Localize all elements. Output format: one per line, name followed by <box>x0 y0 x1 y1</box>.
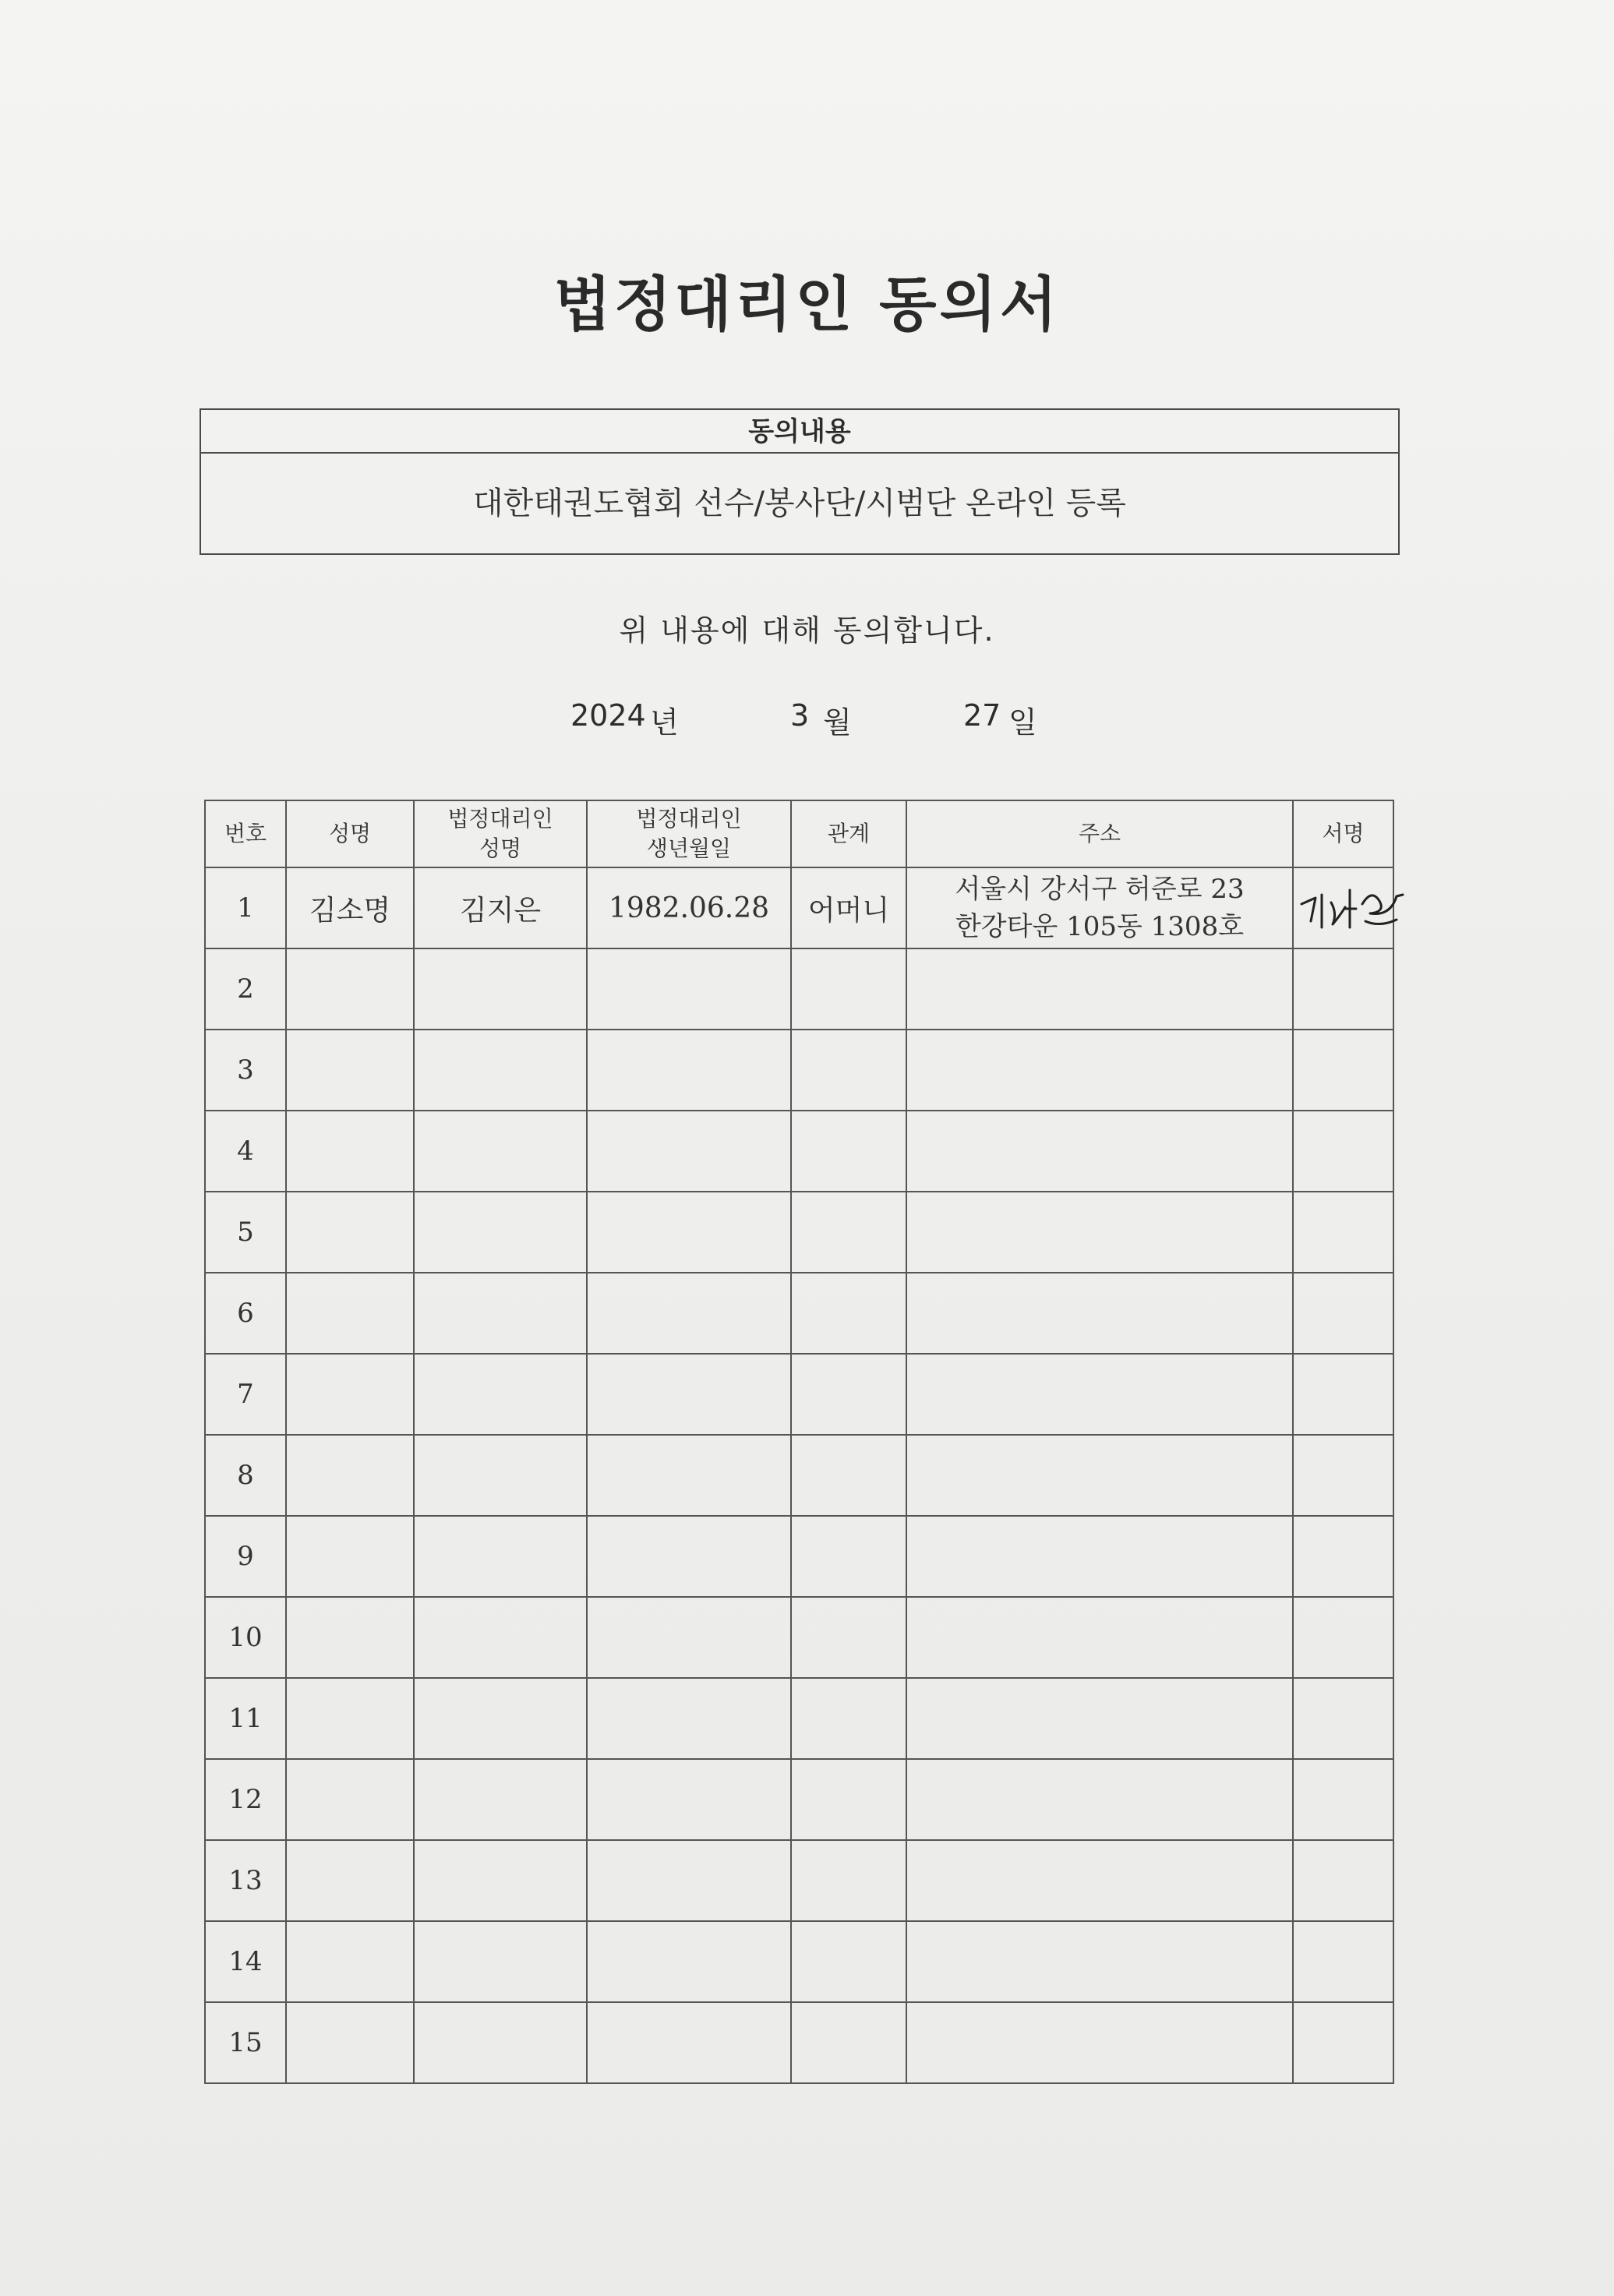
row-relation <box>791 1111 906 1192</box>
row-guardian-birth <box>587 1030 791 1111</box>
row-guardian-name <box>414 1840 587 1921</box>
table-row <box>205 2002 1393 2083</box>
row-relation <box>791 1354 906 1435</box>
row-relation <box>791 1192 906 1273</box>
row-name <box>286 1111 414 1192</box>
row-relation <box>791 1273 906 1354</box>
date-month-unit: 월 <box>823 705 852 740</box>
row-guardian-name <box>414 1516 587 1597</box>
row-address <box>906 1678 1293 1759</box>
table-row <box>205 1030 1393 1111</box>
row-number: 13 <box>205 1840 286 1921</box>
row-guardian-birth <box>587 1435 791 1516</box>
row-number: 6 <box>205 1273 286 1354</box>
row-address <box>906 948 1293 1030</box>
row-name <box>286 1759 414 1840</box>
row-signature <box>1293 1678 1393 1759</box>
date-month: 3 <box>790 698 810 733</box>
row-guardian-birth <box>587 1354 791 1435</box>
row-address <box>906 1354 1293 1435</box>
row-guardian-birth <box>587 1921 791 2002</box>
table-row <box>205 1921 1393 2002</box>
row-relation: 어머니 <box>791 867 906 948</box>
table-row <box>205 1111 1393 1192</box>
row-address <box>906 1435 1293 1516</box>
row-address-line2: 한강타운 105동 1308호 <box>955 911 1245 942</box>
row-guardian-birth <box>587 948 791 1030</box>
row-guardian-birth <box>587 1840 791 1921</box>
row-guardian-name <box>414 1435 587 1516</box>
row-guardian-birth <box>587 1273 791 1354</box>
row-signature <box>1293 1759 1393 1840</box>
header-address: 주소 <box>906 800 1293 867</box>
row-signature <box>1293 1354 1393 1435</box>
signature-table <box>204 800 1394 2084</box>
row-address <box>906 2002 1293 2083</box>
table-row <box>205 1759 1393 1840</box>
row-name <box>286 948 414 1030</box>
row-address <box>906 867 1293 948</box>
row-name <box>286 1597 414 1678</box>
row-name <box>286 2002 414 2083</box>
header-name: 성명 <box>286 800 414 867</box>
row-relation <box>791 1030 906 1111</box>
row-relation <box>791 1678 906 1759</box>
header-relation: 관계 <box>791 800 906 867</box>
row-number: 10 <box>205 1597 286 1678</box>
table-row <box>205 1840 1393 1921</box>
row-relation <box>791 1435 906 1516</box>
row-number: 11 <box>205 1678 286 1759</box>
row-address <box>906 1111 1293 1192</box>
row-name <box>286 1921 414 2002</box>
row-guardian-birth <box>587 1678 791 1759</box>
row-address <box>906 1192 1293 1273</box>
row-relation <box>791 948 906 1030</box>
row-address <box>906 1840 1293 1921</box>
row-guardian-birth <box>587 1192 791 1273</box>
header-guardian-name: 법정대리인 성명 <box>414 800 587 867</box>
row-guardian-birth <box>587 1759 791 1840</box>
table-row <box>205 1354 1393 1435</box>
table-row <box>205 1678 1393 1759</box>
row-guardian-name: 김지은 <box>414 867 587 948</box>
row-signature <box>1293 2002 1393 2083</box>
row-signature <box>1293 1273 1393 1354</box>
document-title: 법정대리인 동의서 <box>553 270 1061 339</box>
row-relation <box>791 1759 906 1840</box>
row-signature <box>1293 1192 1393 1273</box>
row-number: 15 <box>205 2002 286 2083</box>
row-address <box>906 1597 1293 1678</box>
row-number: 1 <box>205 867 286 948</box>
row-guardian-name <box>414 1030 587 1111</box>
date-year-unit: 년 <box>650 705 679 740</box>
row-guardian-name <box>414 1678 587 1759</box>
row-signature <box>1293 1435 1393 1516</box>
agreement-statement: 위 내용에 대해 동의합니다. <box>619 613 995 648</box>
date-day: 27 <box>963 698 1001 733</box>
row-guardian-name <box>414 1759 587 1840</box>
row-name <box>286 1840 414 1921</box>
row-relation <box>791 1516 906 1597</box>
row-guardian-birth: 1982.06.28 <box>587 867 791 948</box>
row-number: 2 <box>205 948 286 1030</box>
row-guardian-birth <box>587 1111 791 1192</box>
row-name: 김소명 <box>286 867 414 948</box>
row-guardian-name <box>414 1354 587 1435</box>
row-relation <box>791 1597 906 1678</box>
row-relation <box>791 1840 906 1921</box>
row-name <box>286 1030 414 1111</box>
row-address <box>906 1273 1293 1354</box>
row-guardian-name <box>414 2002 587 2083</box>
row-name <box>286 1516 414 1597</box>
row-relation <box>791 2002 906 2083</box>
row-guardian-birth <box>587 2002 791 2083</box>
header-guardian-birth: 법정대리인 생년월일 <box>587 800 791 867</box>
row-number: 4 <box>205 1111 286 1192</box>
row-guardian-birth <box>587 1597 791 1678</box>
row-signature <box>1293 1516 1393 1597</box>
table-row <box>205 1192 1393 1273</box>
row-number: 12 <box>205 1759 286 1840</box>
row-name <box>286 1678 414 1759</box>
row-signature <box>1293 1030 1393 1111</box>
row-guardian-name <box>414 1273 587 1354</box>
row-name <box>286 1354 414 1435</box>
row-signature <box>1293 1840 1393 1921</box>
row-name <box>286 1273 414 1354</box>
row-signature <box>1293 948 1393 1030</box>
table-row <box>205 1435 1393 1516</box>
row-number: 14 <box>205 1921 286 2002</box>
table-header-row <box>205 800 1393 867</box>
table-row <box>205 1597 1393 1678</box>
date-day-unit: 일 <box>1008 705 1037 740</box>
row-guardian-name <box>414 1192 587 1273</box>
row-signature <box>1293 1111 1393 1192</box>
row-address-line1: 서울시 강서구 허준로 23 <box>955 874 1245 905</box>
row-guardian-name <box>414 1111 587 1192</box>
row-guardian-name <box>414 1597 587 1678</box>
header-signature: 서명 <box>1293 800 1393 867</box>
row-address <box>906 1759 1293 1840</box>
row-address <box>906 1516 1293 1597</box>
table-row <box>205 1273 1393 1354</box>
row-address <box>906 1030 1293 1111</box>
row-address <box>906 1921 1293 2002</box>
row-number: 7 <box>205 1354 286 1435</box>
row-name <box>286 1192 414 1273</box>
consent-box <box>200 408 1400 555</box>
row-relation <box>791 1921 906 2002</box>
row-signature <box>1293 867 1393 948</box>
row-guardian-birth <box>587 1516 791 1597</box>
table-row <box>205 948 1393 1030</box>
table-row <box>205 867 1393 948</box>
consent-box-header: 동의내용 <box>201 410 1398 454</box>
date-year: 2024 <box>570 698 646 733</box>
row-number: 3 <box>205 1030 286 1111</box>
consent-box-content: 대한태권도협회 선수/봉사단/시범단 온라인 등록 <box>473 486 1126 521</box>
header-number: 번호 <box>205 800 286 867</box>
row-number: 8 <box>205 1435 286 1516</box>
row-signature <box>1293 1597 1393 1678</box>
row-number: 9 <box>205 1516 286 1597</box>
row-signature <box>1293 1921 1393 2002</box>
row-guardian-name <box>414 948 587 1030</box>
row-guardian-name <box>414 1921 587 2002</box>
row-name <box>286 1435 414 1516</box>
handwritten-signature-icon <box>1294 873 1411 943</box>
table-row <box>205 1516 1393 1597</box>
row-number: 5 <box>205 1192 286 1273</box>
